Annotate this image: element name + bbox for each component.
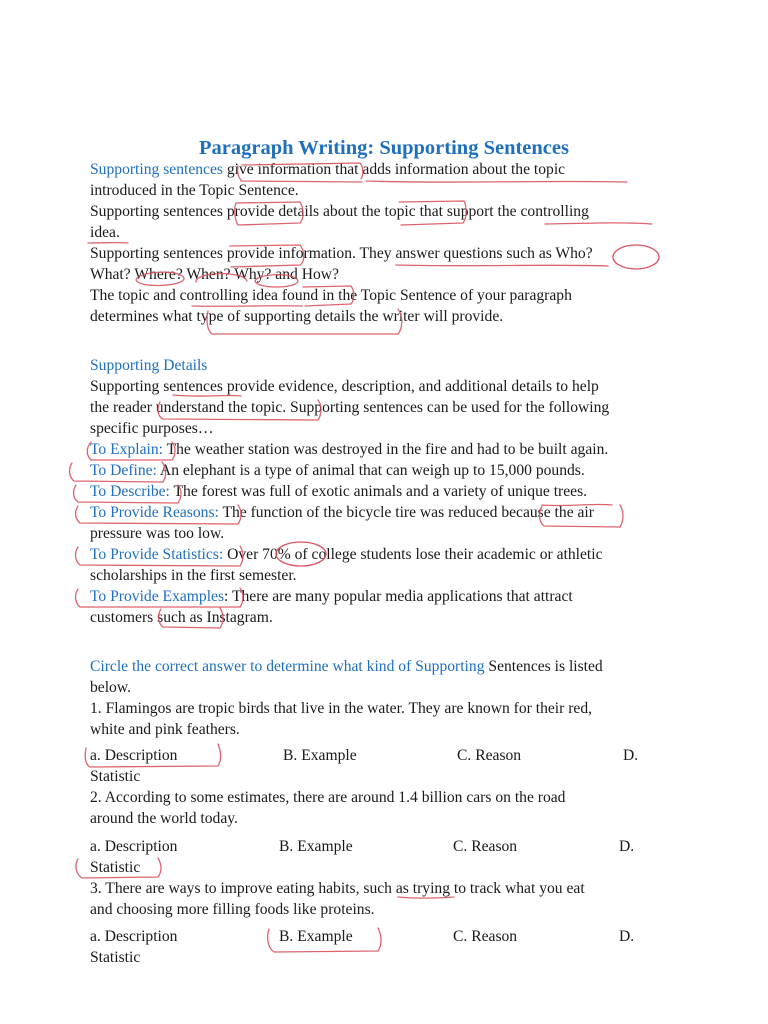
purpose-reasons-cont: pressure was too low.: [90, 525, 225, 542]
question-1-line-1: 1. Flamingos are tropic birds that live in the water. They are known for their red,: [90, 700, 593, 717]
exercise-instructions: [90, 656, 603, 677]
purpose-examples-cont: customers such as Instagram.: [90, 609, 273, 626]
q3-option-d-cont[interactable]: Statistic: [90, 949, 141, 966]
q2-option-d-cont[interactable]: Statistic: [90, 859, 141, 876]
q1-option-b[interactable]: B. Example: [283, 747, 357, 764]
question-3-line-2: and choosing more filling foods like proteins.: [90, 901, 375, 918]
q1-option-a[interactable]: a. Description: [90, 747, 178, 764]
q3-option-d[interactable]: D.: [619, 928, 635, 945]
details-line-3: specific purposes…: [90, 420, 214, 437]
purpose-define: [90, 460, 585, 481]
q3-option-b[interactable]: B. Example: [279, 928, 353, 945]
purpose-example: The function of the bicycle tire was reduced because the air: [218, 504, 594, 521]
annotation-answer-underline: [396, 265, 608, 266]
page-title: Paragraph Writing: Supporting Sentences: [199, 137, 569, 159]
q1-option-c[interactable]: C. Reason: [457, 747, 522, 764]
q2-option-b[interactable]: B. Example: [279, 838, 353, 855]
intro-line-8: determines what type of supporting details the writer will provide.: [90, 308, 504, 325]
purpose-example: An elephant is a type of animal that can weigh up to 15,000 pounds.: [156, 462, 585, 479]
details-line-1: Supporting sentences provide evidence, description, and additional details to help: [90, 378, 599, 395]
question-2-line-2: around the world today.: [90, 810, 238, 827]
exercise-instructions-rest: Sentences is listed: [484, 658, 603, 675]
q2-option-d[interactable]: D.: [619, 838, 635, 855]
purpose-statistics: [90, 544, 603, 565]
q2-option-a[interactable]: a. Description: [90, 838, 178, 855]
question-3-line-1: 3. There are ways to improve eating habits, such as trying to track what you eat: [90, 880, 585, 897]
question-1-line-2: white and pink feathers.: [90, 721, 240, 738]
question-2-line-1: 2. According to some estimates, there are around 1.4 billion cars on the road: [90, 789, 566, 806]
purpose-describe: [90, 481, 587, 502]
purpose-example: The forest was full of exotic animals and a variety of unique trees.: [169, 483, 588, 500]
purpose-label: To Provide Examples: [90, 588, 225, 605]
intro-line-2: introduced in the Topic Sentence.: [90, 182, 299, 199]
purpose-example: : There are many popular media applications that attract: [224, 588, 573, 605]
q1-option-d-cont[interactable]: Statistic: [90, 768, 141, 785]
purpose-example: The weather station was destroyed in the fire and had to be built again.: [162, 441, 609, 458]
annotation-adds-info-underline: [366, 181, 627, 182]
purpose-reasons: [90, 502, 594, 523]
q3-option-c[interactable]: C. Reason: [453, 928, 518, 945]
purpose-example: Over 70% of college students lose their academic or athletic: [223, 546, 603, 563]
intro-line-1: [90, 159, 565, 180]
purpose-label: To Define:: [90, 462, 157, 479]
annotation-controlling-idea: [88, 223, 652, 243]
intro-line-7: The topic and controlling idea found in the Topic Sentence of your paragraph: [90, 287, 572, 304]
annotation-who-circle: [613, 245, 659, 269]
purpose-label: To Explain:: [90, 441, 163, 458]
exercise-instructions-blue: Circle the correct answer to determine what kind of Supporting: [90, 658, 485, 675]
details-line-2: the reader understand the topic. Supporting sentences can be used for the following: [90, 399, 610, 416]
purpose-label: To Provide Statistics:: [90, 546, 224, 563]
exercise-instructions-line-2: below.: [90, 679, 131, 696]
purpose-statistics-cont: scholarships in the first semester.: [90, 567, 297, 584]
intro-term: Supporting sentences: [90, 161, 223, 178]
intro-line-4: idea.: [90, 224, 120, 241]
section-heading-supporting-details: Supporting Details: [90, 357, 208, 374]
intro-line-3: Supporting sentences provide details about the topic that support the controlling: [90, 203, 589, 220]
purpose-label: To Describe:: [90, 483, 170, 500]
q2-option-c[interactable]: C. Reason: [453, 838, 518, 855]
purpose-explain: [90, 439, 608, 460]
purpose-examples: [90, 586, 573, 607]
q1-option-d[interactable]: D.: [623, 747, 639, 764]
q3-option-a[interactable]: a. Description: [90, 928, 178, 945]
intro-line-6: What? Where? When? Why? and How?: [90, 266, 339, 283]
intro-text: give information that adds information about the topic: [222, 161, 566, 178]
intro-line-5: Supporting sentences provide information. They answer questions such as Who?: [90, 245, 593, 262]
purpose-label: To Provide Reasons:: [90, 504, 219, 521]
